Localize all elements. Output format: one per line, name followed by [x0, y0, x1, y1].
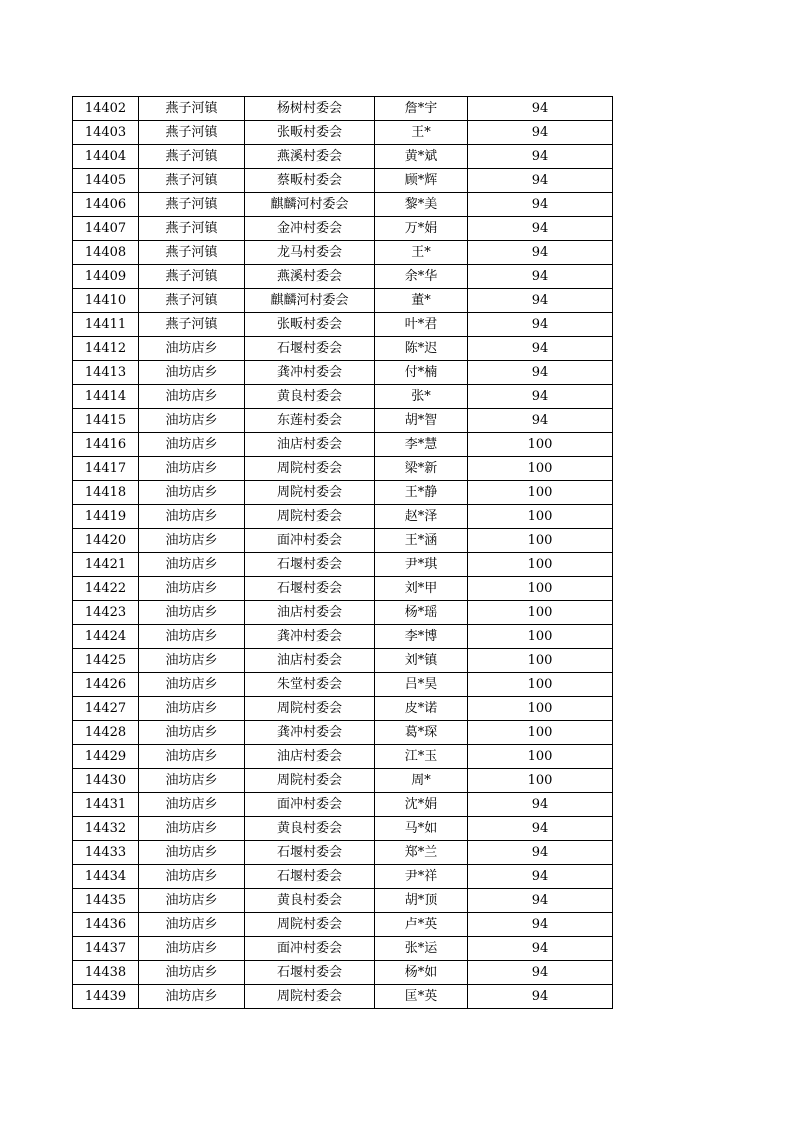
table-row	[73, 409, 613, 433]
cell-village: 周院村委会	[245, 985, 375, 1009]
table-row	[73, 481, 613, 505]
cell-id: 14421	[73, 553, 139, 577]
table-row	[73, 169, 613, 193]
cell-name: 王*涵	[375, 529, 468, 553]
cell-score: 100	[468, 721, 613, 745]
cell-village: 面冲村委会	[245, 937, 375, 961]
cell-village: 龚冲村委会	[245, 721, 375, 745]
cell-village: 张畈村委会	[245, 121, 375, 145]
cell-town: 油坊店乡	[139, 745, 245, 769]
cell-id: 14425	[73, 649, 139, 673]
cell-town: 燕子河镇	[139, 241, 245, 265]
cell-score: 100	[468, 457, 613, 481]
cell-name: 周*	[375, 769, 468, 793]
cell-id: 14423	[73, 601, 139, 625]
cell-name: 吕*昊	[375, 673, 468, 697]
cell-score: 100	[468, 673, 613, 697]
cell-id: 14404	[73, 145, 139, 169]
table-row	[73, 745, 613, 769]
table-row	[73, 985, 613, 1009]
cell-score: 94	[468, 217, 613, 241]
cell-town: 油坊店乡	[139, 697, 245, 721]
cell-score: 94	[468, 793, 613, 817]
cell-id: 14422	[73, 577, 139, 601]
cell-village: 油店村委会	[245, 433, 375, 457]
cell-score: 94	[468, 337, 613, 361]
table-row	[73, 553, 613, 577]
cell-id: 14416	[73, 433, 139, 457]
table-row	[73, 313, 613, 337]
cell-town: 油坊店乡	[139, 985, 245, 1009]
cell-name: 皮*诺	[375, 697, 468, 721]
cell-name: 黎*美	[375, 193, 468, 217]
cell-name: 万*娟	[375, 217, 468, 241]
cell-town: 油坊店乡	[139, 481, 245, 505]
cell-village: 金冲村委会	[245, 217, 375, 241]
table-row	[73, 217, 613, 241]
cell-name: 陈*迟	[375, 337, 468, 361]
cell-id: 14409	[73, 265, 139, 289]
cell-name: 余*华	[375, 265, 468, 289]
table-row	[73, 673, 613, 697]
cell-id: 14405	[73, 169, 139, 193]
table-row	[73, 817, 613, 841]
cell-score: 100	[468, 697, 613, 721]
table-row	[73, 913, 613, 937]
cell-name: 李*博	[375, 625, 468, 649]
cell-name: 江*玉	[375, 745, 468, 769]
cell-town: 油坊店乡	[139, 577, 245, 601]
cell-village: 油店村委会	[245, 745, 375, 769]
cell-village: 石堰村委会	[245, 841, 375, 865]
cell-score: 100	[468, 529, 613, 553]
cell-id: 14417	[73, 457, 139, 481]
cell-name: 赵*泽	[375, 505, 468, 529]
cell-town: 油坊店乡	[139, 553, 245, 577]
cell-village: 油店村委会	[245, 649, 375, 673]
table-row	[73, 697, 613, 721]
cell-score: 100	[468, 745, 613, 769]
cell-village: 黄良村委会	[245, 385, 375, 409]
cell-id: 14407	[73, 217, 139, 241]
cell-score: 100	[468, 649, 613, 673]
cell-name: 杨*如	[375, 961, 468, 985]
cell-id: 14412	[73, 337, 139, 361]
cell-score: 100	[468, 769, 613, 793]
cell-score: 94	[468, 913, 613, 937]
cell-score: 100	[468, 505, 613, 529]
cell-id: 14420	[73, 529, 139, 553]
table-row	[73, 649, 613, 673]
cell-village: 周院村委会	[245, 697, 375, 721]
cell-name: 刘*镇	[375, 649, 468, 673]
cell-id: 14419	[73, 505, 139, 529]
table-row	[73, 337, 613, 361]
cell-town: 油坊店乡	[139, 889, 245, 913]
cell-id: 14410	[73, 289, 139, 313]
cell-town: 油坊店乡	[139, 673, 245, 697]
cell-name: 王*	[375, 241, 468, 265]
cell-id: 14431	[73, 793, 139, 817]
cell-name: 张*	[375, 385, 468, 409]
cell-id: 14427	[73, 697, 139, 721]
cell-village: 石堰村委会	[245, 961, 375, 985]
cell-name: 李*慧	[375, 433, 468, 457]
cell-id: 14433	[73, 841, 139, 865]
cell-id: 14418	[73, 481, 139, 505]
cell-id: 14424	[73, 625, 139, 649]
table-row	[73, 793, 613, 817]
cell-village: 面冲村委会	[245, 793, 375, 817]
table-row	[73, 769, 613, 793]
cell-town: 燕子河镇	[139, 97, 245, 121]
cell-village: 周院村委会	[245, 769, 375, 793]
data-table	[72, 96, 613, 1009]
cell-town: 油坊店乡	[139, 841, 245, 865]
cell-village: 杨树村委会	[245, 97, 375, 121]
cell-id: 14408	[73, 241, 139, 265]
cell-village: 周院村委会	[245, 457, 375, 481]
cell-id: 14432	[73, 817, 139, 841]
cell-town: 燕子河镇	[139, 193, 245, 217]
cell-id: 14406	[73, 193, 139, 217]
cell-name: 顾*辉	[375, 169, 468, 193]
table-row	[73, 361, 613, 385]
table-row	[73, 841, 613, 865]
cell-village: 东莲村委会	[245, 409, 375, 433]
table-row	[73, 121, 613, 145]
cell-id: 14436	[73, 913, 139, 937]
cell-town: 燕子河镇	[139, 217, 245, 241]
cell-name: 胡*顶	[375, 889, 468, 913]
cell-town: 油坊店乡	[139, 433, 245, 457]
cell-score: 94	[468, 313, 613, 337]
cell-town: 油坊店乡	[139, 625, 245, 649]
cell-name: 马*如	[375, 817, 468, 841]
cell-town: 油坊店乡	[139, 649, 245, 673]
cell-town: 油坊店乡	[139, 457, 245, 481]
cell-score: 94	[468, 265, 613, 289]
table-row	[73, 385, 613, 409]
table-row	[73, 193, 613, 217]
table-row	[73, 529, 613, 553]
cell-score: 94	[468, 145, 613, 169]
cell-id: 14434	[73, 865, 139, 889]
table-row	[73, 865, 613, 889]
cell-score: 94	[468, 121, 613, 145]
cell-score: 100	[468, 601, 613, 625]
cell-village: 龙马村委会	[245, 241, 375, 265]
cell-town: 燕子河镇	[139, 265, 245, 289]
cell-village: 张畈村委会	[245, 313, 375, 337]
cell-town: 油坊店乡	[139, 409, 245, 433]
cell-score: 100	[468, 433, 613, 457]
cell-id: 14437	[73, 937, 139, 961]
cell-score: 100	[468, 625, 613, 649]
cell-town: 油坊店乡	[139, 937, 245, 961]
cell-village: 周院村委会	[245, 505, 375, 529]
cell-town: 油坊店乡	[139, 961, 245, 985]
cell-name: 张*运	[375, 937, 468, 961]
cell-id: 14430	[73, 769, 139, 793]
cell-town: 燕子河镇	[139, 313, 245, 337]
cell-name: 刘*甲	[375, 577, 468, 601]
cell-score: 94	[468, 289, 613, 313]
cell-score: 94	[468, 841, 613, 865]
cell-village: 石堰村委会	[245, 865, 375, 889]
table-row	[73, 97, 613, 121]
cell-name: 葛*琛	[375, 721, 468, 745]
cell-score: 94	[468, 409, 613, 433]
cell-town: 油坊店乡	[139, 337, 245, 361]
cell-score: 94	[468, 937, 613, 961]
cell-id: 14439	[73, 985, 139, 1009]
cell-id: 14438	[73, 961, 139, 985]
cell-score: 94	[468, 97, 613, 121]
table-row	[73, 889, 613, 913]
cell-town: 油坊店乡	[139, 721, 245, 745]
cell-village: 面冲村委会	[245, 529, 375, 553]
cell-score: 94	[468, 169, 613, 193]
cell-name: 匡*英	[375, 985, 468, 1009]
table-row	[73, 625, 613, 649]
table-row	[73, 433, 613, 457]
cell-name: 胡*智	[375, 409, 468, 433]
cell-village: 龚冲村委会	[245, 361, 375, 385]
cell-id: 14413	[73, 361, 139, 385]
table-row	[73, 505, 613, 529]
cell-village: 朱堂村委会	[245, 673, 375, 697]
cell-score: 94	[468, 361, 613, 385]
cell-id: 14415	[73, 409, 139, 433]
table-row	[73, 241, 613, 265]
cell-village: 石堰村委会	[245, 553, 375, 577]
cell-village: 黄良村委会	[245, 889, 375, 913]
cell-name: 尹*琪	[375, 553, 468, 577]
cell-id: 14414	[73, 385, 139, 409]
table-row	[73, 265, 613, 289]
cell-town: 燕子河镇	[139, 145, 245, 169]
cell-id: 14435	[73, 889, 139, 913]
cell-village: 油店村委会	[245, 601, 375, 625]
cell-score: 94	[468, 985, 613, 1009]
cell-village: 燕溪村委会	[245, 145, 375, 169]
cell-village: 石堰村委会	[245, 337, 375, 361]
table-row	[73, 577, 613, 601]
table-body	[73, 97, 613, 1009]
cell-village: 燕溪村委会	[245, 265, 375, 289]
cell-name: 卢*英	[375, 913, 468, 937]
cell-town: 油坊店乡	[139, 769, 245, 793]
table-row	[73, 721, 613, 745]
cell-name: 付*楠	[375, 361, 468, 385]
cell-score: 94	[468, 961, 613, 985]
table-row	[73, 937, 613, 961]
cell-town: 油坊店乡	[139, 793, 245, 817]
cell-town: 油坊店乡	[139, 505, 245, 529]
cell-score: 94	[468, 241, 613, 265]
cell-village: 周院村委会	[245, 481, 375, 505]
cell-town: 燕子河镇	[139, 169, 245, 193]
cell-score: 94	[468, 817, 613, 841]
cell-town: 燕子河镇	[139, 289, 245, 313]
cell-name: 詹*宇	[375, 97, 468, 121]
cell-id: 14428	[73, 721, 139, 745]
cell-village: 黄良村委会	[245, 817, 375, 841]
cell-name: 叶*君	[375, 313, 468, 337]
cell-name: 尹*祥	[375, 865, 468, 889]
cell-score: 100	[468, 577, 613, 601]
cell-town: 燕子河镇	[139, 121, 245, 145]
cell-score: 94	[468, 865, 613, 889]
cell-village: 石堰村委会	[245, 577, 375, 601]
cell-name: 杨*瑶	[375, 601, 468, 625]
cell-name: 黄*斌	[375, 145, 468, 169]
cell-score: 100	[468, 553, 613, 577]
cell-town: 油坊店乡	[139, 529, 245, 553]
cell-score: 94	[468, 889, 613, 913]
table-row	[73, 145, 613, 169]
cell-village: 麒麟河村委会	[245, 193, 375, 217]
cell-village: 周院村委会	[245, 913, 375, 937]
cell-town: 油坊店乡	[139, 817, 245, 841]
cell-score: 94	[468, 193, 613, 217]
table-row	[73, 457, 613, 481]
cell-score: 100	[468, 481, 613, 505]
cell-name: 郑*兰	[375, 841, 468, 865]
cell-town: 油坊店乡	[139, 361, 245, 385]
cell-village: 蔡畈村委会	[245, 169, 375, 193]
cell-id: 14403	[73, 121, 139, 145]
cell-name: 王*静	[375, 481, 468, 505]
cell-id: 14429	[73, 745, 139, 769]
cell-village: 龚冲村委会	[245, 625, 375, 649]
table-row	[73, 601, 613, 625]
cell-score: 94	[468, 385, 613, 409]
cell-village: 麒麟河村委会	[245, 289, 375, 313]
cell-town: 油坊店乡	[139, 865, 245, 889]
cell-name: 董*	[375, 289, 468, 313]
table-row	[73, 289, 613, 313]
cell-id: 14411	[73, 313, 139, 337]
cell-town: 油坊店乡	[139, 385, 245, 409]
cell-id: 14402	[73, 97, 139, 121]
cell-name: 王*	[375, 121, 468, 145]
table-row	[73, 961, 613, 985]
cell-id: 14426	[73, 673, 139, 697]
cell-town: 油坊店乡	[139, 913, 245, 937]
cell-town: 油坊店乡	[139, 601, 245, 625]
cell-name: 梁*新	[375, 457, 468, 481]
cell-name: 沈*娟	[375, 793, 468, 817]
